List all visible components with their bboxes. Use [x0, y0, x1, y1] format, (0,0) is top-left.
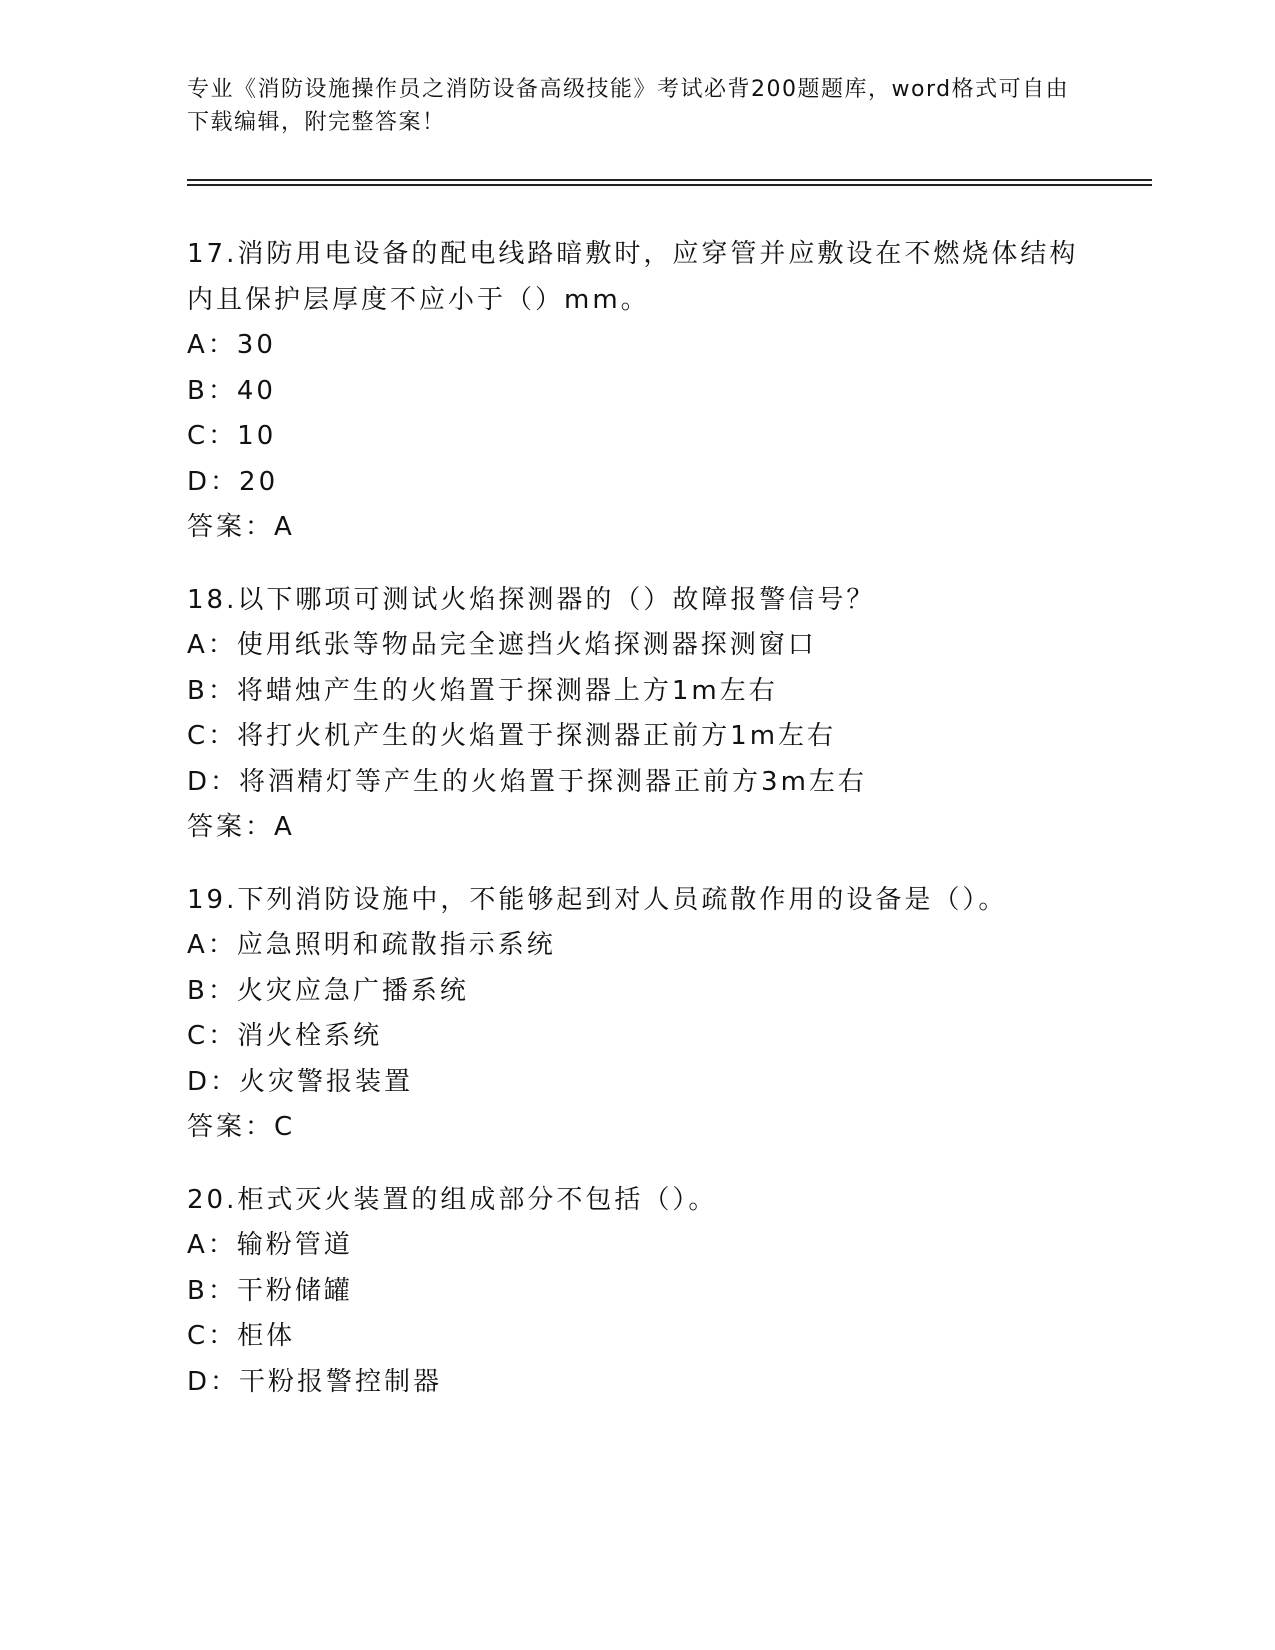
question-19: [187, 878, 1107, 1151]
option-c: C：10: [187, 421, 277, 451]
option-c: C：消火栓系统: [187, 1021, 383, 1051]
option-a: A：30: [187, 330, 276, 360]
option-b: B：干粉储罐: [187, 1275, 353, 1306]
answer-line: 答案：A: [187, 812, 295, 842]
option-a: A：应急照明和疏散指示系统: [187, 930, 556, 960]
question-stem: 19.下列消防设施中，不能够起到对人员疏散作用的设备是（）。: [187, 884, 1008, 915]
option-d: D：将酒精灯等产生的火焰置于探测器正前方3m左右: [187, 766, 867, 797]
option-a: A：使用纸张等物品完全遮挡火焰探测器探测窗口: [187, 630, 817, 660]
option-b: B：将蜡烛产生的火焰置于探测器上方1m左右: [187, 675, 778, 706]
option-d: D：干粉报警控制器: [187, 1366, 443, 1397]
answer-line: 答案：C: [187, 1112, 296, 1142]
option-c: C：将打火机产生的火焰置于探测器正前方1m左右: [187, 721, 837, 751]
option-a: A：输粉管道: [187, 1230, 353, 1260]
question-20: [187, 1178, 1107, 1406]
question-list: [187, 232, 1107, 1432]
question-stem: 20.柜式灭火装置的组成部分不包括（）。: [187, 1184, 718, 1215]
header-divider-line: [187, 179, 1152, 181]
answer-line: 答案：A: [187, 512, 295, 542]
option-b: B：40: [187, 375, 276, 406]
document-header: 专业《消防设施操作员之消防设备高级技能》考试必背200题题库，word格式可自由下载编辑，附完整答案！: [187, 77, 1070, 135]
option-b: B：火灾应急广播系统: [187, 975, 469, 1006]
option-d: D：火灾警报装置: [187, 1066, 414, 1097]
question-18: [187, 578, 1107, 851]
question-stem: 18.以下哪项可测试火焰探测器的（）故障报警信号？: [187, 584, 876, 615]
question-stem: 17.消防用电设备的配电线路暗敷时，应穿管并应敷设在不燃烧体结构内且保护层厚度不应小于（）mm。: [187, 239, 1079, 315]
header-divider-line-second: [187, 184, 1152, 186]
option-c: C：柜体: [187, 1321, 296, 1351]
question-17: [187, 232, 1107, 551]
option-d: D：20: [187, 466, 279, 497]
